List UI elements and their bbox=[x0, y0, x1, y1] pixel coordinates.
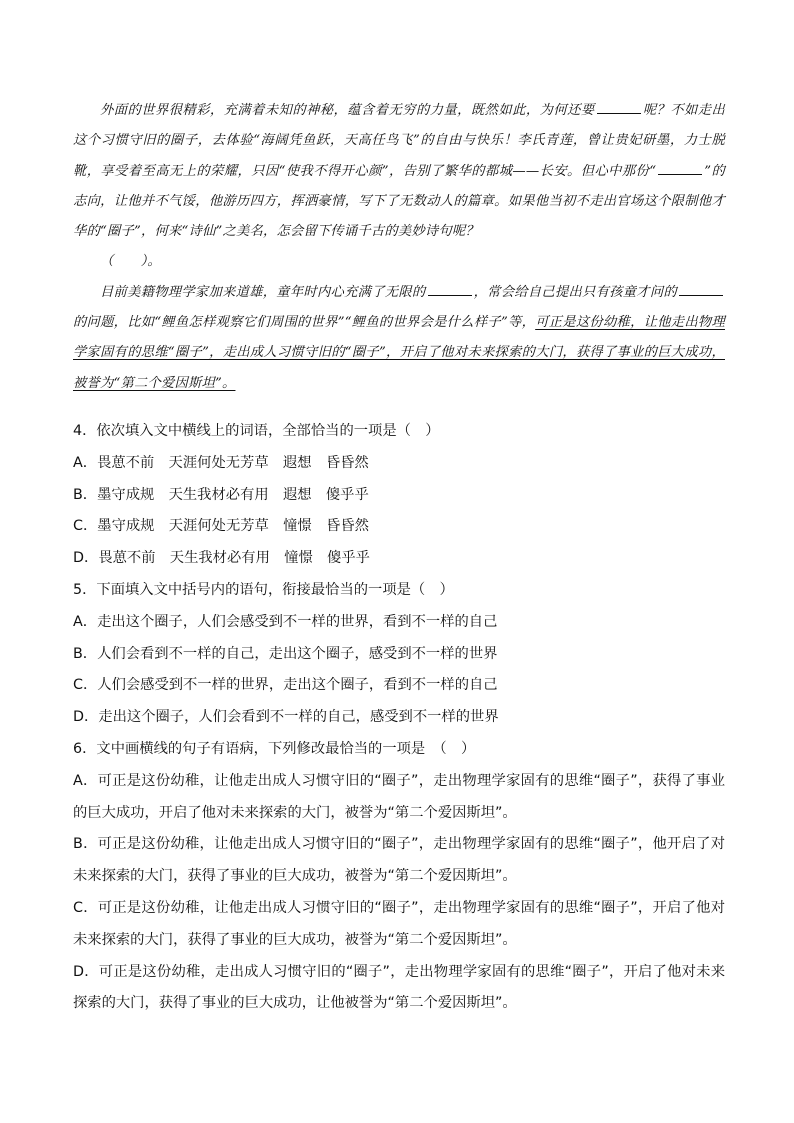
option-label: B． bbox=[73, 486, 98, 503]
passage-text: ”的志向，让他并不气馁，他游历四方，挥洒豪情，写下了无数动人的篇章。如果他当初不走出官场这个限制他才华的“圈子”，何来“诗仙”之美名，怎会留下传诵千古的美妙诗句呢？ bbox=[73, 163, 725, 240]
passage-text: 目前美籍物理学家加来道雄，童年时内心充满了无限的 bbox=[100, 284, 426, 300]
question-6-option-d bbox=[73, 957, 725, 1021]
option-label: C． bbox=[73, 677, 98, 694]
option-label: D． bbox=[73, 550, 99, 567]
option-text: 走出这个圈子，人们会感受到不一样的世界，看到不一样的自己 bbox=[97, 613, 498, 630]
option-label: A． bbox=[73, 454, 98, 471]
option-text: 人们会看到不一样的自己，走出这个圈子，感受到不一样的世界 bbox=[97, 645, 498, 662]
fill-blank-3 bbox=[428, 283, 472, 296]
passage-paragraph-2 bbox=[73, 278, 725, 399]
question-6-option-b bbox=[73, 829, 725, 893]
option-text: 可正是这份幼稚，让他走出成人习惯守旧的“圈子”，走出物理学家固有的思维“圈子”，获得了事业的巨大成功，开启了他对未来探索的大门，被誉为“第二个爱因斯坦”。 bbox=[73, 772, 726, 821]
fill-blank-1 bbox=[597, 101, 641, 114]
option-label: B． bbox=[73, 645, 98, 662]
option-text: 畏葸不前 天涯何处无芳草 遐想 昏昏然 bbox=[97, 454, 369, 471]
option-text: 可正是这份幼稚，让他走出成人习惯守旧的“圈子”，走出物理学家固有的思维“圈子”，开启了他对未来探索的大门，获得了事业的巨大成功，被誉为“第二个爱因斯坦”。 bbox=[73, 899, 726, 948]
question-6-stem: 6．文中画横线的句子有语病，下列修改最恰当的一项是 （ ） bbox=[73, 740, 476, 757]
passage-text: 外面的世界很精彩，充满着未知的神秘，蕴含着无穷的力量，既然如此，为何还要 bbox=[100, 103, 595, 118]
question-4-option-a bbox=[73, 448, 725, 480]
option-text: 走出这个圈子，人们会看到不一样的自己，感受到不一样的世界 bbox=[98, 709, 499, 726]
underlined-sentence: 可正是这份幼稚，让他走出物理学家固有的思维“圈子”，走出成人习惯守旧的“圈子”，开启了他对未来探索的大门，获得了事业的巨大成功，被誉为“第二个爱因斯坦”。 bbox=[73, 315, 725, 391]
question-5-stem: 5．下面填入文中括号内的语句，衔接最恰当的一项是（ ） bbox=[73, 581, 454, 598]
option-text: 人们会感受到不一样的世界，走出这个圈子，看到不一样的自己 bbox=[97, 677, 498, 694]
question-4-stem: 4．依次填入文中横线上的词语，全部恰当的一项是（ ） bbox=[73, 423, 440, 439]
reading-passage bbox=[73, 96, 725, 399]
option-text: 墨守成规 天生我材必有用 遐想 傻乎乎 bbox=[97, 486, 369, 503]
option-text: 可正是这份幼稚，让他走出成人习惯守旧的“圈子”，走出物理学家固有的思维“圈子”，他开启了对未来探索的大门，获得了事业的巨大成功，被誉为“第二个爱因斯坦”。 bbox=[73, 836, 726, 885]
question-4-option-b bbox=[73, 480, 725, 512]
question-4-option-d bbox=[73, 543, 725, 575]
question-list bbox=[73, 416, 725, 1020]
option-label: B． bbox=[73, 836, 98, 853]
question-5-option-c bbox=[73, 670, 725, 702]
option-text: 可正是这份幼稚，走出成人习惯守旧的“圈子”，走出物理学家固有的思维“圈子”，开启了他对未来探索的大门，获得了事业的巨大成功，让他被誉为“第二个爱因斯坦”。 bbox=[73, 963, 725, 1012]
question-5-option-a bbox=[73, 607, 725, 639]
option-label: D． bbox=[73, 963, 99, 980]
passage-text: ，常会给自己提出只有孩童才问的 bbox=[473, 284, 677, 300]
option-label: C． bbox=[73, 899, 98, 916]
option-label: A． bbox=[73, 613, 98, 630]
fill-blank-2 bbox=[658, 162, 702, 175]
option-label: C． bbox=[73, 518, 98, 535]
passage-text: 呢？不如走出这个习惯守旧的圈子，去体验“海阔凭鱼跃，天高任鸟飞”的自由与快乐！李氏青莲，曾让贵妃研墨，力士脱靴，享受着至高无上的荣耀，只因“使我不得开心颜”，告别了繁华的都城——长安。但心中那份“ bbox=[73, 103, 726, 179]
option-text: 墨守成规 天涯何处无芳草 憧憬 昏昏然 bbox=[97, 518, 369, 535]
option-text: 畏葸不前 天生我材必有用 憧憬 傻乎乎 bbox=[98, 550, 370, 567]
question-6-option-a bbox=[73, 766, 725, 830]
fill-blank-4 bbox=[679, 283, 723, 296]
question-5-option-d bbox=[73, 702, 725, 734]
option-label: D． bbox=[73, 709, 99, 726]
question-5-option-b bbox=[73, 639, 725, 671]
option-label: A． bbox=[73, 772, 98, 789]
passage-bracket-line: （ ）。 bbox=[100, 254, 161, 270]
passage-text: 的问题，比如“鲤鱼怎样观察它们周围的世界”“鲤鱼的世界会是什么样子”等， bbox=[73, 315, 536, 331]
passage-paragraph-1 bbox=[73, 96, 725, 247]
question-4-option-c bbox=[73, 511, 725, 543]
question-6-option-c bbox=[73, 893, 725, 957]
